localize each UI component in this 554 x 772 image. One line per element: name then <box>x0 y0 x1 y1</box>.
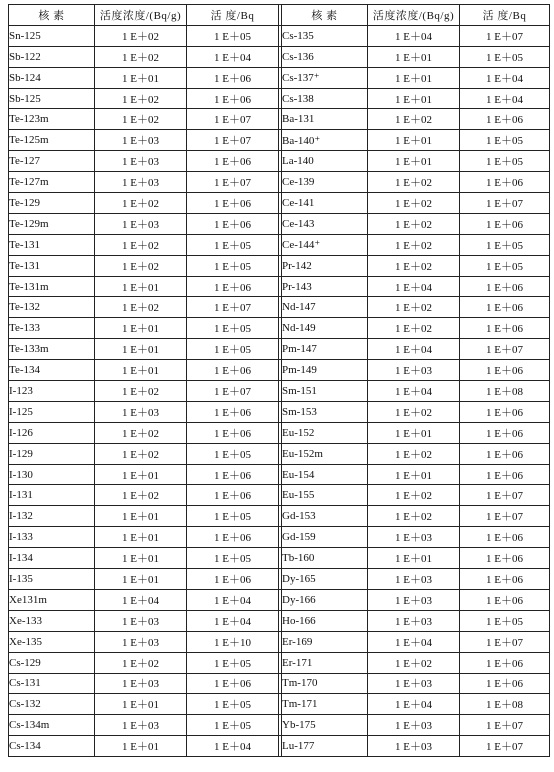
left-nuclide-cell: Te-132 <box>9 297 95 318</box>
left-activity-cell: 1 E＋07 <box>187 109 279 130</box>
left-concentration-cell: 1 E＋04 <box>95 589 187 610</box>
left-nuclide-cell: I-132 <box>9 506 95 527</box>
left-nuclide-cell: Te-123m <box>9 109 95 130</box>
left-nuclide-cell: Sn-125 <box>9 25 95 46</box>
left-activity-cell: 1 E＋05 <box>187 715 279 736</box>
table-row <box>9 589 550 610</box>
right-nuclide-cell: Cs-138 <box>282 88 368 109</box>
left-concentration-cell: 1 E＋02 <box>95 381 187 402</box>
right-nuclide-cell: Eu-154 <box>282 464 368 485</box>
right-nuclide-cell: Pm-149 <box>282 360 368 381</box>
left-concentration-cell: 1 E＋02 <box>95 422 187 443</box>
right-nuclide-cell: La-140 <box>282 151 368 172</box>
left-activity-cell: 1 E＋05 <box>187 443 279 464</box>
right-nuclide-cell: Er-171 <box>282 652 368 673</box>
right-nuclide-cell: Ce-144⁺ <box>282 234 368 255</box>
right-concentration-cell: 1 E＋01 <box>368 548 460 569</box>
left-activity-cell: 1 E＋06 <box>187 360 279 381</box>
table-row <box>9 715 550 736</box>
left-concentration-cell: 1 E＋01 <box>95 736 187 757</box>
right-activity-cell: 1 E＋06 <box>460 172 550 193</box>
right-concentration-cell: 1 E＋03 <box>368 715 460 736</box>
left-concentration-cell: 1 E＋02 <box>95 46 187 67</box>
left-nuclide-cell: Te-125m <box>9 130 95 151</box>
right-activity-cell: 1 E＋06 <box>460 569 550 590</box>
table-body <box>9 25 550 756</box>
right-concentration-cell: 1 E＋01 <box>368 130 460 151</box>
table-row <box>9 297 550 318</box>
right-concentration-cell: 1 E＋02 <box>368 506 460 527</box>
left-activity-cell: 1 E＋06 <box>187 213 279 234</box>
table-row <box>9 381 550 402</box>
right-activity-cell: 1 E＋08 <box>460 694 550 715</box>
right-nuclide-cell: Dy-165 <box>282 569 368 590</box>
right-nuclide-cell: Er-169 <box>282 631 368 652</box>
left-concentration-cell: 1 E＋02 <box>95 88 187 109</box>
right-activity-cell: 1 E＋05 <box>460 46 550 67</box>
left-activity-cell: 1 E＋06 <box>187 422 279 443</box>
left-activity-cell: 1 E＋04 <box>187 610 279 631</box>
left-nuclide-cell: Te-129m <box>9 213 95 234</box>
right-nuclide-cell: Pr-143 <box>282 276 368 297</box>
right-activity-cell: 1 E＋07 <box>460 715 550 736</box>
table-row <box>9 46 550 67</box>
left-activity-cell: 1 E＋07 <box>187 381 279 402</box>
right-activity-cell: 1 E＋06 <box>460 589 550 610</box>
right-nuclide-cell: Eu-152 <box>282 422 368 443</box>
right-nuclide-cell: Ce-139 <box>282 172 368 193</box>
left-concentration-cell: 1 E＋02 <box>95 255 187 276</box>
table-row <box>9 318 550 339</box>
right-concentration-cell: 1 E＋01 <box>368 151 460 172</box>
left-concentration-cell: 1 E＋02 <box>95 193 187 214</box>
left-nuclide-cell: Te-131 <box>9 234 95 255</box>
left-nuclide-cell: Te-131 <box>9 255 95 276</box>
right-concentration-cell: 1 E＋01 <box>368 67 460 88</box>
right-activity-cell: 1 E＋04 <box>460 67 550 88</box>
table-row <box>9 234 550 255</box>
right-concentration-cell: 1 E＋03 <box>368 527 460 548</box>
left-activity-cell: 1 E＋05 <box>187 548 279 569</box>
table-row <box>9 736 550 757</box>
right-nuclide-cell: Tm-170 <box>282 673 368 694</box>
left-nuclide-cell: Xe131m <box>9 589 95 610</box>
left-nuclide-cell: I-125 <box>9 401 95 422</box>
table-row <box>9 673 550 694</box>
right-nuclide-cell: Ba-131 <box>282 109 368 130</box>
header-concentration-right: 活度浓度/(Bq/g) <box>368 5 460 26</box>
right-concentration-cell: 1 E＋02 <box>368 213 460 234</box>
table-row <box>9 360 550 381</box>
table-row <box>9 172 550 193</box>
right-concentration-cell: 1 E＋03 <box>368 610 460 631</box>
left-concentration-cell: 1 E＋03 <box>95 631 187 652</box>
left-activity-cell: 1 E＋04 <box>187 46 279 67</box>
right-activity-cell: 1 E＋05 <box>460 610 550 631</box>
left-nuclide-cell: I-126 <box>9 422 95 443</box>
left-nuclide-cell: I-129 <box>9 443 95 464</box>
right-activity-cell: 1 E＋07 <box>460 736 550 757</box>
left-concentration-cell: 1 E＋03 <box>95 151 187 172</box>
left-concentration-cell: 1 E＋03 <box>95 130 187 151</box>
left-nuclide-cell: Xe-135 <box>9 631 95 652</box>
left-activity-cell: 1 E＋07 <box>187 297 279 318</box>
right-concentration-cell: 1 E＋02 <box>368 318 460 339</box>
left-nuclide-cell: Sb-124 <box>9 67 95 88</box>
table-row <box>9 88 550 109</box>
right-nuclide-cell: Gd-153 <box>282 506 368 527</box>
right-nuclide-cell: Ba-140⁺ <box>282 130 368 151</box>
table-row <box>9 151 550 172</box>
left-activity-cell: 1 E＋06 <box>187 401 279 422</box>
right-activity-cell: 1 E＋06 <box>460 213 550 234</box>
right-nuclide-cell: Pr-142 <box>282 255 368 276</box>
right-concentration-cell: 1 E＋04 <box>368 631 460 652</box>
left-nuclide-cell: I-130 <box>9 464 95 485</box>
right-concentration-cell: 1 E＋03 <box>368 589 460 610</box>
right-activity-cell: 1 E＋07 <box>460 485 550 506</box>
table-row <box>9 401 550 422</box>
left-nuclide-cell: Cs-134m <box>9 715 95 736</box>
right-nuclide-cell: Pm-147 <box>282 339 368 360</box>
table-row <box>9 109 550 130</box>
left-nuclide-cell: Te-131m <box>9 276 95 297</box>
right-nuclide-cell: Nd-149 <box>282 318 368 339</box>
left-activity-cell: 1 E＋06 <box>187 88 279 109</box>
left-activity-cell: 1 E＋06 <box>187 485 279 506</box>
right-activity-cell: 1 E＋07 <box>460 25 550 46</box>
right-activity-cell: 1 E＋06 <box>460 464 550 485</box>
left-concentration-cell: 1 E＋03 <box>95 401 187 422</box>
left-concentration-cell: 1 E＋03 <box>95 172 187 193</box>
table-row <box>9 610 550 631</box>
left-concentration-cell: 1 E＋02 <box>95 443 187 464</box>
left-activity-cell: 1 E＋06 <box>187 151 279 172</box>
right-activity-cell: 1 E＋06 <box>460 276 550 297</box>
left-nuclide-cell: I-133 <box>9 527 95 548</box>
nuclide-exemption-table <box>8 4 550 757</box>
left-activity-cell: 1 E＋05 <box>187 234 279 255</box>
right-activity-cell: 1 E＋07 <box>460 631 550 652</box>
left-activity-cell: 1 E＋06 <box>187 67 279 88</box>
right-nuclide-cell: Tb-160 <box>282 548 368 569</box>
header-nuclide-right: 核 素 <box>282 5 368 26</box>
left-activity-cell: 1 E＋05 <box>187 694 279 715</box>
right-nuclide-cell: Nd-147 <box>282 297 368 318</box>
left-nuclide-cell: Cs-131 <box>9 673 95 694</box>
table-row <box>9 569 550 590</box>
left-nuclide-cell: Te-133 <box>9 318 95 339</box>
left-activity-cell: 1 E＋05 <box>187 339 279 360</box>
left-concentration-cell: 1 E＋02 <box>95 109 187 130</box>
header-concentration-left: 活度浓度/(Bq/g) <box>95 5 187 26</box>
right-activity-cell: 1 E＋05 <box>460 255 550 276</box>
left-activity-cell: 1 E＋06 <box>187 527 279 548</box>
right-activity-cell: 1 E＋06 <box>460 422 550 443</box>
table-row <box>9 631 550 652</box>
left-nuclide-cell: Cs-129 <box>9 652 95 673</box>
left-concentration-cell: 1 E＋01 <box>95 276 187 297</box>
left-activity-cell: 1 E＋06 <box>187 569 279 590</box>
left-activity-cell: 1 E＋10 <box>187 631 279 652</box>
right-activity-cell: 1 E＋05 <box>460 234 550 255</box>
table-row <box>9 25 550 46</box>
right-activity-cell: 1 E＋06 <box>460 652 550 673</box>
table-row <box>9 548 550 569</box>
left-activity-cell: 1 E＋07 <box>187 130 279 151</box>
left-concentration-cell: 1 E＋03 <box>95 213 187 234</box>
right-activity-cell: 1 E＋06 <box>460 360 550 381</box>
left-activity-cell: 1 E＋05 <box>187 25 279 46</box>
right-concentration-cell: 1 E＋01 <box>368 464 460 485</box>
right-concentration-cell: 1 E＋03 <box>368 673 460 694</box>
right-nuclide-cell: Cs-137⁺ <box>282 67 368 88</box>
left-activity-cell: 1 E＋04 <box>187 736 279 757</box>
right-activity-cell: 1 E＋04 <box>460 88 550 109</box>
right-activity-cell: 1 E＋05 <box>460 151 550 172</box>
right-activity-cell: 1 E＋06 <box>460 109 550 130</box>
left-concentration-cell: 1 E＋01 <box>95 339 187 360</box>
table-row <box>9 694 550 715</box>
left-activity-cell: 1 E＋05 <box>187 255 279 276</box>
left-concentration-cell: 1 E＋01 <box>95 694 187 715</box>
left-nuclide-cell: I-131 <box>9 485 95 506</box>
right-concentration-cell: 1 E＋01 <box>368 46 460 67</box>
table-row <box>9 339 550 360</box>
right-concentration-cell: 1 E＋02 <box>368 297 460 318</box>
right-activity-cell: 1 E＋06 <box>460 548 550 569</box>
table-row <box>9 485 550 506</box>
right-concentration-cell: 1 E＋04 <box>368 694 460 715</box>
left-nuclide-cell: Te-133m <box>9 339 95 360</box>
right-nuclide-cell: Cs-135 <box>282 25 368 46</box>
left-nuclide-cell: I-134 <box>9 548 95 569</box>
left-concentration-cell: 1 E＋01 <box>95 360 187 381</box>
left-activity-cell: 1 E＋06 <box>187 193 279 214</box>
table-row <box>9 527 550 548</box>
right-nuclide-cell: Yb-175 <box>282 715 368 736</box>
right-concentration-cell: 1 E＋04 <box>368 276 460 297</box>
table-row <box>9 506 550 527</box>
right-nuclide-cell: Cs-136 <box>282 46 368 67</box>
right-concentration-cell: 1 E＋03 <box>368 360 460 381</box>
left-activity-cell: 1 E＋05 <box>187 652 279 673</box>
left-concentration-cell: 1 E＋02 <box>95 234 187 255</box>
right-concentration-cell: 1 E＋02 <box>368 652 460 673</box>
table-header-row <box>9 5 550 26</box>
left-activity-cell: 1 E＋06 <box>187 464 279 485</box>
left-concentration-cell: 1 E＋01 <box>95 527 187 548</box>
header-activity-left: 活 度/Bq <box>187 5 279 26</box>
right-concentration-cell: 1 E＋02 <box>368 172 460 193</box>
right-nuclide-cell: Sm-153 <box>282 401 368 422</box>
left-concentration-cell: 1 E＋02 <box>95 485 187 506</box>
right-nuclide-cell: Lu-177 <box>282 736 368 757</box>
right-concentration-cell: 1 E＋04 <box>368 25 460 46</box>
right-concentration-cell: 1 E＋02 <box>368 401 460 422</box>
left-concentration-cell: 1 E＋01 <box>95 318 187 339</box>
right-concentration-cell: 1 E＋04 <box>368 381 460 402</box>
right-nuclide-cell: Gd-159 <box>282 527 368 548</box>
right-nuclide-cell: Sm-151 <box>282 381 368 402</box>
table-row <box>9 422 550 443</box>
right-concentration-cell: 1 E＋04 <box>368 339 460 360</box>
table-row <box>9 130 550 151</box>
left-nuclide-cell: Xe-133 <box>9 610 95 631</box>
right-nuclide-cell: Tm-171 <box>282 694 368 715</box>
right-concentration-cell: 1 E＋02 <box>368 485 460 506</box>
table-row <box>9 464 550 485</box>
left-activity-cell: 1 E＋06 <box>187 673 279 694</box>
right-nuclide-cell: Ho-166 <box>282 610 368 631</box>
table-row <box>9 213 550 234</box>
left-concentration-cell: 1 E＋01 <box>95 569 187 590</box>
right-activity-cell: 1 E＋06 <box>460 401 550 422</box>
right-activity-cell: 1 E＋07 <box>460 506 550 527</box>
right-nuclide-cell: Eu-152m <box>282 443 368 464</box>
right-concentration-cell: 1 E＋02 <box>368 234 460 255</box>
left-concentration-cell: 1 E＋01 <box>95 548 187 569</box>
left-concentration-cell: 1 E＋01 <box>95 506 187 527</box>
left-nuclide-cell: I-123 <box>9 381 95 402</box>
right-concentration-cell: 1 E＋01 <box>368 88 460 109</box>
right-concentration-cell: 1 E＋02 <box>368 109 460 130</box>
right-activity-cell: 1 E＋06 <box>460 443 550 464</box>
right-activity-cell: 1 E＋05 <box>460 130 550 151</box>
right-nuclide-cell: Eu-155 <box>282 485 368 506</box>
left-nuclide-cell: Sb-125 <box>9 88 95 109</box>
table-row <box>9 193 550 214</box>
left-concentration-cell: 1 E＋02 <box>95 25 187 46</box>
right-activity-cell: 1 E＋06 <box>460 318 550 339</box>
left-concentration-cell: 1 E＋03 <box>95 673 187 694</box>
left-nuclide-cell: I-135 <box>9 569 95 590</box>
right-concentration-cell: 1 E＋02 <box>368 443 460 464</box>
left-concentration-cell: 1 E＋02 <box>95 297 187 318</box>
right-concentration-cell: 1 E＋03 <box>368 736 460 757</box>
table-row <box>9 276 550 297</box>
right-activity-cell: 1 E＋06 <box>460 673 550 694</box>
right-nuclide-cell: Ce-143 <box>282 213 368 234</box>
right-concentration-cell: 1 E＋01 <box>368 422 460 443</box>
table-row <box>9 443 550 464</box>
left-activity-cell: 1 E＋04 <box>187 589 279 610</box>
left-concentration-cell: 1 E＋03 <box>95 610 187 631</box>
right-activity-cell: 1 E＋08 <box>460 381 550 402</box>
right-activity-cell: 1 E＋06 <box>460 297 550 318</box>
left-nuclide-cell: Te-134 <box>9 360 95 381</box>
left-concentration-cell: 1 E＋03 <box>95 715 187 736</box>
left-nuclide-cell: Te-129 <box>9 193 95 214</box>
table-row <box>9 67 550 88</box>
right-concentration-cell: 1 E＋02 <box>368 255 460 276</box>
left-nuclide-cell: Cs-132 <box>9 694 95 715</box>
right-activity-cell: 1 E＋07 <box>460 193 550 214</box>
left-activity-cell: 1 E＋05 <box>187 318 279 339</box>
table-row <box>9 652 550 673</box>
left-nuclide-cell: Cs-134 <box>9 736 95 757</box>
header-activity-right: 活 度/Bq <box>460 5 550 26</box>
right-concentration-cell: 1 E＋02 <box>368 193 460 214</box>
table-row <box>9 255 550 276</box>
left-nuclide-cell: Sb-122 <box>9 46 95 67</box>
right-nuclide-cell: Dy-166 <box>282 589 368 610</box>
right-activity-cell: 1 E＋06 <box>460 527 550 548</box>
header-nuclide-left: 核 素 <box>9 5 95 26</box>
left-activity-cell: 1 E＋06 <box>187 276 279 297</box>
left-nuclide-cell: Te-127m <box>9 172 95 193</box>
left-activity-cell: 1 E＋07 <box>187 172 279 193</box>
left-concentration-cell: 1 E＋01 <box>95 464 187 485</box>
left-concentration-cell: 1 E＋01 <box>95 67 187 88</box>
left-activity-cell: 1 E＋05 <box>187 506 279 527</box>
right-activity-cell: 1 E＋07 <box>460 339 550 360</box>
right-concentration-cell: 1 E＋03 <box>368 569 460 590</box>
left-nuclide-cell: Te-127 <box>9 151 95 172</box>
right-nuclide-cell: Ce-141 <box>282 193 368 214</box>
left-concentration-cell: 1 E＋02 <box>95 652 187 673</box>
